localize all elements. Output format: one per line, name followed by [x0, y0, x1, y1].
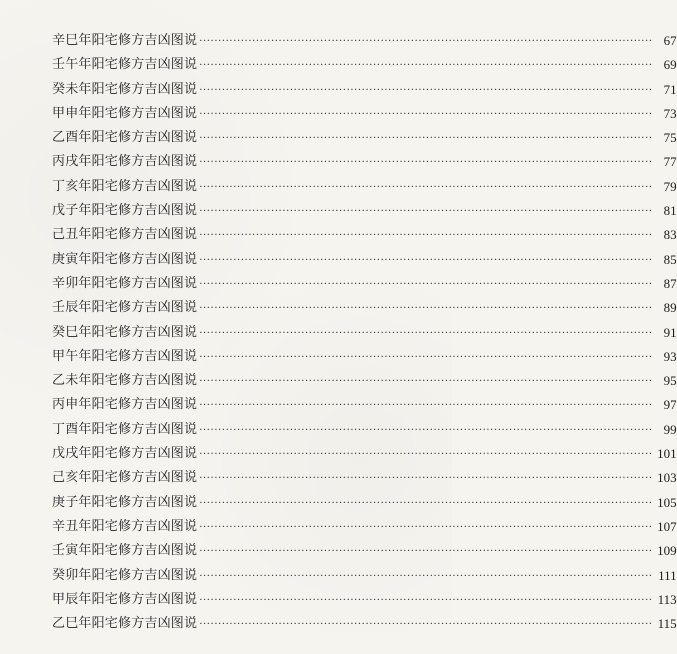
toc-entry[interactable] [52, 102, 677, 126]
toc-entry[interactable] [52, 539, 677, 563]
toc-entry-title: 丁酉年阳宅修方吉凶图说 [52, 421, 198, 437]
dot-leader: ························································································································ [199, 376, 653, 388]
dot-leader: ························································································································ [199, 424, 653, 436]
toc-page-number: 105 [657, 494, 677, 510]
toc-page-number: 97 [663, 397, 677, 413]
toc-entry-title: 癸巳年阳宅修方吉凶图说 [52, 324, 198, 340]
toc-page-number: 95 [663, 373, 677, 389]
dot-leader: ························································································································ [199, 206, 653, 218]
toc-entry[interactable] [52, 248, 677, 272]
toc-entry-title: 壬午年阳宅修方吉凶图说 [52, 57, 198, 73]
toc-entry-title: 甲辰年阳宅修方吉凶图说 [52, 591, 198, 607]
dot-leader: ························································································································ [199, 619, 653, 631]
dot-leader: ························································································································ [199, 303, 653, 315]
toc-entry[interactable] [52, 78, 677, 102]
toc-page-number: 69 [663, 57, 677, 73]
toc-page-number: 101 [657, 446, 677, 462]
toc-page-number: 77 [663, 154, 677, 170]
toc-page-number: 107 [657, 518, 677, 534]
dot-leader: ························································································································ [199, 181, 653, 193]
toc-page-number: 91 [663, 324, 677, 340]
table-of-contents [52, 29, 677, 636]
dot-leader: ························································································································ [199, 157, 653, 169]
toc-entry-title: 庚子年阳宅修方吉凶图说 [52, 494, 198, 510]
toc-entry-title: 壬寅年阳宅修方吉凶图说 [52, 543, 198, 559]
dot-leader: ························································································································ [199, 254, 653, 266]
toc-entry-title: 己丑年阳宅修方吉凶图说 [52, 227, 198, 243]
toc-entry[interactable] [52, 175, 677, 199]
toc-page-number: 99 [663, 421, 677, 437]
toc-entry[interactable] [52, 223, 677, 247]
dot-leader: ························································································································ [199, 278, 653, 290]
toc-entry[interactable] [52, 29, 677, 53]
toc-entry[interactable] [52, 393, 677, 417]
toc-entry[interactable] [52, 588, 677, 612]
dot-leader: ························································································································ [199, 351, 653, 363]
dot-leader: ························································································································ [199, 521, 653, 533]
toc-entry[interactable] [52, 296, 677, 320]
dot-leader: ························································································································ [199, 133, 653, 145]
toc-page-number: 115 [657, 616, 677, 632]
toc-entry[interactable] [52, 491, 677, 515]
toc-entry-title: 戊子年阳宅修方吉凶图说 [52, 203, 198, 219]
toc-entry-title: 辛巳年阳宅修方吉凶图说 [52, 33, 198, 48]
toc-page-number: 89 [663, 300, 677, 316]
toc-entry-title: 甲申年阳宅修方吉凶图说 [52, 105, 198, 121]
toc-entry-title: 乙酉年阳宅修方吉凶图说 [52, 130, 198, 146]
toc-page-number: 109 [657, 543, 677, 559]
toc-page-number: 83 [663, 227, 677, 243]
dot-leader: ························································································································ [199, 473, 653, 485]
toc-entry[interactable] [52, 515, 677, 539]
toc-entry[interactable] [52, 612, 677, 636]
toc-entry[interactable] [52, 321, 677, 345]
toc-entry-title: 癸卯年阳宅修方吉凶图说 [52, 567, 198, 583]
toc-entry-title: 甲午年阳宅修方吉凶图说 [52, 348, 198, 364]
toc-page-number: 75 [663, 130, 677, 146]
toc-entry-title: 乙巳年阳宅修方吉凶图说 [52, 616, 198, 632]
toc-page-number: 87 [663, 275, 677, 291]
dot-leader: ························································································································ [199, 230, 653, 242]
toc-entry[interactable] [52, 564, 677, 588]
toc-page-number: 85 [663, 251, 677, 267]
toc-entry[interactable] [52, 53, 677, 77]
toc-entry-title: 癸未年阳宅修方吉凶图说 [52, 81, 198, 97]
dot-leader: ························································································································ [199, 570, 653, 582]
dot-leader: ························································································································ [199, 60, 653, 72]
dot-leader: ························································································································ [199, 594, 653, 606]
toc-entry-title: 庚寅年阳宅修方吉凶图说 [52, 251, 198, 267]
toc-entry-title: 丁亥年阳宅修方吉凶图说 [52, 178, 198, 194]
dot-leader: ························································································································ [199, 497, 653, 509]
toc-entry[interactable] [52, 418, 677, 442]
toc-entry[interactable] [52, 126, 677, 150]
toc-page-number: 71 [663, 81, 677, 97]
toc-entry-title: 辛卯年阳宅修方吉凶图说 [52, 275, 198, 291]
toc-entry-title: 丙戌年阳宅修方吉凶图说 [52, 154, 198, 170]
dot-leader: ························································································································ [199, 400, 653, 412]
toc-entry-title: 丙申年阳宅修方吉凶图说 [52, 397, 198, 413]
toc-entry[interactable] [52, 369, 677, 393]
toc-entry-title: 辛丑年阳宅修方吉凶图说 [52, 518, 198, 534]
toc-page-number: 113 [657, 591, 677, 607]
dot-leader: ························································································································ [199, 327, 653, 339]
toc-entry-title: 乙未年阳宅修方吉凶图说 [52, 373, 198, 389]
toc-page-number: 111 [658, 567, 677, 583]
toc-page-number: 73 [663, 105, 677, 121]
dot-leader: ························································································································ [199, 108, 653, 120]
toc-entry-title: 己亥年阳宅修方吉凶图说 [52, 470, 198, 486]
toc-page-number: 81 [663, 203, 677, 219]
toc-page-number: 79 [663, 178, 677, 194]
toc-entry[interactable] [52, 442, 677, 466]
toc-entry[interactable] [52, 199, 677, 223]
toc-page-number: 67 [663, 33, 677, 48]
dot-leader: ························································································································ [199, 36, 653, 47]
toc-entry[interactable] [52, 150, 677, 174]
toc-entry-title: 戊戌年阳宅修方吉凶图说 [52, 446, 198, 462]
toc-entry-title: 壬辰年阳宅修方吉凶图说 [52, 300, 198, 316]
dot-leader: ························································································································ [199, 546, 653, 558]
toc-page-number: 93 [663, 348, 677, 364]
dot-leader: ························································································································ [199, 84, 653, 96]
toc-entry[interactable] [52, 272, 677, 296]
toc-page-number: 103 [657, 470, 677, 486]
toc-entry[interactable] [52, 345, 677, 369]
toc-entry[interactable] [52, 466, 677, 490]
dot-leader: ························································································································ [199, 449, 653, 461]
